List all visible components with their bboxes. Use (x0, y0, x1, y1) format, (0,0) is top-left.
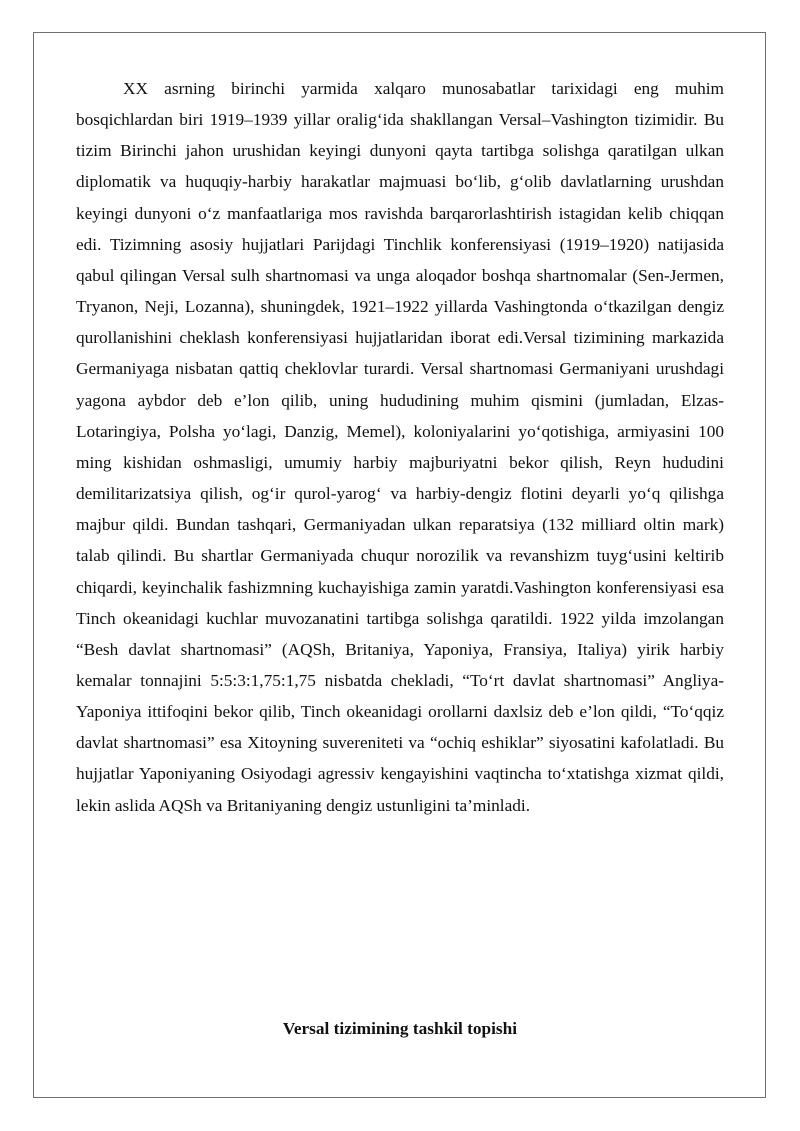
body-paragraph: XX asrning birinchi yarmida xalqaro munosabatlar tarixidagi eng muhim bosqichlardan biri 1919–1939 yillar oralig‘ida shakllangan Versal–Vashington tizimidir. Bu tizim Birinchi jahon urushidan keyingi dunyoni qayta tartibga solishga qaratilgan ulkan diplomatik va huquqiy-harbiy harakatlar majmuasi bo‘lib, g‘olib davlatlarning urushdan keyingi dunyoni o‘z manfaatlariga mos ravishda barqarorlashtirish istagidan kelib chiqqan edi. Tizimning asosiy hujjatlari Parijdagi Tinchlik konferensiyasi (1919–1920) natijasida qabul qilingan Versal sulh shartnomasi va unga aloqador boshqa shartnomalar (Sen-Jermen, Tryanon, Neji, Lozanna), shuningdek, 1921–1922 yillarda Vashingtonda o‘tkazilgan dengiz qurollanishini cheklash konferensiyasi hujjatlaridan iborat edi.Versal tizimining markazida Germaniyaga nisbatan qattiq cheklovlar turardi. Versal shartnomasi Germaniyani urushdagi yagona aybdor deb e’lon qilib, uning hududining muhim qismini (jumladan, Elzas-Lotaringiya, Polsha yo‘lagi, Danzig, Memel), koloniyalarini yo‘qotishiga, armiyasini 100 ming kishidan oshmasligi, umumiy harbiy majburiyatni bekor qilish, Reyn hududini demilitarizatsiya qilish, og‘ir qurol-yarog‘ va harbiy-dengiz flotini deyarli yo‘q qilishga majbur qildi. Bundan tashqari, Germaniyadan ulkan reparatsiya (132 milliard oltin mark) talab qilindi. Bu shartlar Germaniyada chuqur norozilik va revanshizm tuyg‘usini keltirib chiqardi, keyinchalik fashizmning kuchayishiga zamin yaratdi.Vashington konferensiyasi esa Tinch okeanidagi kuchlar muvozanatini tartibga solishga qaratildi. 1922 yilda imzolangan “Besh davlat shartnomasi” (AQSh, Britaniya, Yaponiya, Fransiya, Italiya) yirik harbiy kemalar tonnajini 5:5:3:1,75:1,75 nisbatda chekladi, “To‘rt davlat shartnomasi” Angliya-Yaponiya ittifoqini bekor qilib, Tinch okeanidagi orollarni daxlsiz deb e’lon qildi, “To‘qqiz davlat shartnomasi” esa Xitoyning suvereniteti va “ochiq eshiklar” siyosatini kafolatladi. Bu hujjatlar Yaponiyaning Osiyodagi agressiv kengayishini vaqtincha to‘xtatishga xizmat qildi, lekin aslida AQSh va Britaniyaning dengiz ustunligini ta’minladi. (76, 79, 724, 815)
section-heading: Versal tizimining tashkil topishi (282, 1019, 518, 1038)
